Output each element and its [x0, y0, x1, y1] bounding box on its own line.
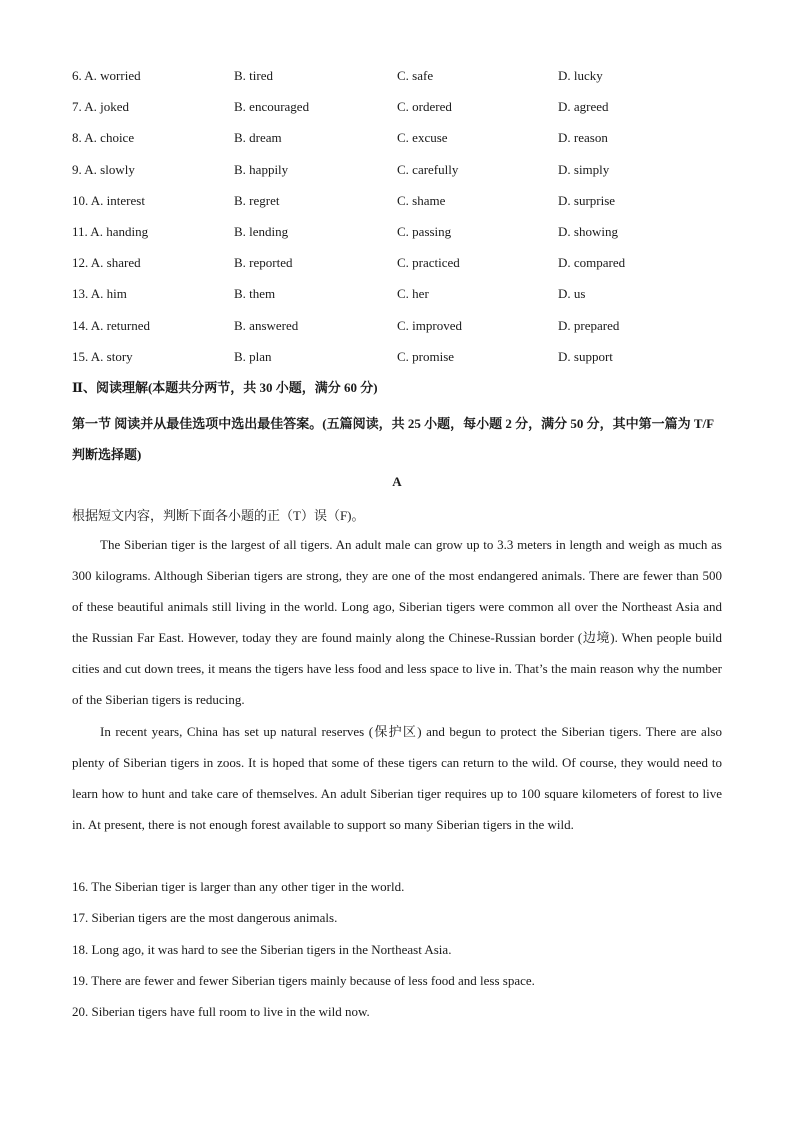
option-c: C. practiced: [397, 255, 460, 271]
option-c: C. excuse: [397, 130, 448, 146]
option-d: D. surprise: [558, 192, 616, 208]
option-row: [72, 280, 732, 311]
option-row: [72, 62, 732, 93]
instruction: 根据短文内容，判断下面各小题的正（T）误（F)。: [72, 508, 365, 523]
option-d: D. agreed: [558, 99, 609, 115]
option-b: B. answered: [234, 317, 299, 333]
option-d: D. showing: [558, 223, 618, 239]
option-a: 15. A. story: [72, 348, 133, 364]
option-d: D. simply: [558, 161, 610, 177]
option-row: [72, 312, 732, 343]
option-row: [72, 218, 732, 249]
option-b: B. tired: [234, 68, 273, 83]
paragraph-text: In recent years, China has set up natural reserves (保护区) and begun to protect the Siberian tigers. There are also plenty of Siberian tigers in zoos. It is hoped that some of these tigers can return to the wild. Of course, they would need to learn how to hunt and take care of themselves. An adult Siberian tiger requires up to 100 square kilometers of forest to live in. At present, there is not enough forest available to support so many Siberian tigers in the wild.: [72, 724, 722, 833]
section-heading: Ⅱ、阅读理解(本题共分两节，共 30 小题，满分 60 分): [72, 380, 378, 395]
question-item: 17. Siberian tigers are the most dangerous animals.: [72, 910, 338, 926]
option-b: B. encouraged: [234, 99, 310, 115]
paragraph-text: The Siberian tiger is the largest of all tigers. An adult male can grow up to 3.3 meters in length and weigh as much as 300 kilograms. Although Siberian tigers are strong, they are one of the most endangered animals. There are fewer than 500 of these beautiful animals still living in the world. Long ago, Siberian tigers were common all over the Northeast Asia and the Russian Far East. However, today they are found mainly along the Chinese-Russian border (边境). When people build cities and cut down trees, it means the tigers have less food and less space to live in. That’s the main reason why the number of the Siberian tigers is reducing.: [72, 537, 722, 708]
option-b: B. lending: [234, 223, 289, 239]
option-c: C. promise: [397, 348, 455, 364]
option-c: C. her: [397, 286, 429, 302]
option-a: 7. A. joked: [72, 99, 130, 115]
option-b: B. dream: [234, 130, 282, 146]
option-b: B. reported: [234, 255, 293, 271]
option-d: D. lucky: [558, 68, 603, 83]
option-row: [72, 124, 732, 155]
option-a: 9. A. slowly: [72, 161, 135, 177]
option-row: [72, 343, 732, 374]
option-a: 12. A. shared: [72, 255, 141, 271]
option-d: D. us: [558, 286, 586, 302]
option-c: C. passing: [397, 223, 452, 239]
question-item: 16. The Siberian tiger is larger than any other tiger in the world.: [72, 879, 405, 894]
option-a: 14. A. returned: [72, 317, 150, 333]
option-row: [72, 93, 732, 124]
option-a: 13. A. him: [72, 286, 127, 302]
option-c: C. improved: [397, 317, 462, 333]
option-row: [72, 187, 732, 218]
option-c: C. ordered: [397, 99, 452, 115]
option-b: B. them: [234, 286, 276, 302]
option-a: 11. A. handing: [72, 223, 149, 239]
option-a: 6. A. worried: [72, 68, 141, 83]
option-b: B. plan: [234, 348, 272, 364]
option-d: D. prepared: [558, 317, 620, 333]
option-a: 8. A. choice: [72, 130, 135, 146]
passage-paragraph-1: [72, 529, 722, 716]
option-row: [72, 249, 732, 280]
option-a: 10. A. interest: [72, 192, 145, 208]
option-d: D. reason: [558, 130, 608, 146]
subsection-heading: 第一节 阅读并从最佳选项中选出最佳答案。(五篇阅读，共 25 小题，每小题 2 分，满分 50 分，其中第一篇为 T/F 判断选择题): [72, 416, 714, 462]
question-item: 18. Long ago, it was hard to see the Siberian tigers in the Northeast Asia.: [72, 941, 452, 957]
option-row: [72, 156, 732, 187]
question-item: 20. Siberian tigers have full room to live in the wild now.: [72, 1004, 370, 1020]
option-c: C. carefully: [397, 161, 459, 177]
passage-label: A: [392, 474, 402, 489]
option-b: B. happily: [234, 161, 289, 177]
questions-list: [72, 871, 732, 1027]
passage-paragraph-2: [72, 716, 722, 840]
option-c: C. safe: [397, 68, 434, 83]
option-d: D. support: [558, 348, 613, 364]
question-item: 19. There are fewer and fewer Siberian tigers mainly because of less food and less space.: [72, 972, 535, 988]
option-c: C. shame: [397, 192, 446, 208]
option-d: D. compared: [558, 255, 626, 271]
options-list: [72, 62, 732, 374]
option-b: B. regret: [234, 192, 280, 208]
